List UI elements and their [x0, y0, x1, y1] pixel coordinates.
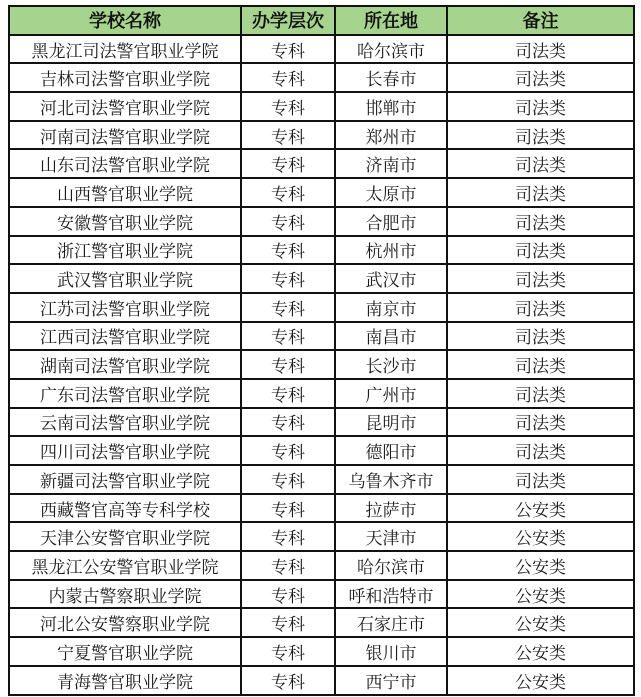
table-row — [9, 436, 634, 465]
cell-location: 哈尔滨市 — [335, 551, 447, 580]
header-row — [9, 6, 634, 35]
cell-education-level: 专科 — [241, 608, 335, 637]
cell-location: 南昌市 — [335, 322, 447, 351]
cell-remarks: 司法类 — [447, 264, 634, 293]
table-row — [9, 293, 634, 322]
cell-location: 武汉市 — [335, 264, 447, 293]
cell-remarks: 司法类 — [447, 178, 634, 207]
cell-education-level: 专科 — [241, 580, 335, 609]
cell-school-name: 安徽警官职业学院 — [9, 207, 241, 236]
cell-location: 天津市 — [335, 522, 447, 551]
cell-school-name: 河北司法警官职业学院 — [9, 92, 241, 121]
table-row — [9, 149, 634, 178]
cell-location: 合肥市 — [335, 207, 447, 236]
cell-remarks: 公安类 — [447, 494, 634, 523]
table-row — [9, 522, 634, 551]
cell-education-level: 专科 — [241, 465, 335, 494]
cell-school-name: 吉林司法警官职业学院 — [9, 63, 241, 92]
cell-remarks: 司法类 — [447, 350, 634, 379]
cell-location: 石家庄市 — [335, 608, 447, 637]
cell-remarks: 公安类 — [447, 608, 634, 637]
cell-remarks: 司法类 — [447, 35, 634, 64]
table-row — [9, 608, 634, 637]
cell-education-level: 专科 — [241, 379, 335, 408]
cell-location: 邯郸市 — [335, 92, 447, 121]
table-row — [9, 551, 634, 580]
cell-remarks: 公安类 — [447, 580, 634, 609]
cell-remarks: 司法类 — [447, 408, 634, 437]
cell-school-name: 黑龙江司法警官职业学院 — [9, 35, 241, 64]
cell-education-level: 专科 — [241, 293, 335, 322]
cell-school-name: 新疆司法警官职业学院 — [9, 465, 241, 494]
cell-school-name: 江苏司法警官职业学院 — [9, 293, 241, 322]
cell-education-level: 专科 — [241, 408, 335, 437]
cell-school-name: 天津公安警官职业学院 — [9, 522, 241, 551]
cell-school-name: 河北公安警察职业学院 — [9, 608, 241, 637]
cell-remarks: 公安类 — [447, 666, 634, 695]
cell-remarks: 司法类 — [447, 236, 634, 265]
cell-remarks: 司法类 — [447, 322, 634, 351]
cell-education-level: 专科 — [241, 350, 335, 379]
table-row — [9, 322, 634, 351]
cell-remarks: 公安类 — [447, 551, 634, 580]
cell-education-level: 专科 — [241, 207, 335, 236]
cell-location: 长春市 — [335, 63, 447, 92]
table-row — [9, 494, 634, 523]
col-header-remarks: 备注 — [447, 6, 634, 35]
schools-table — [8, 5, 635, 696]
cell-location: 乌鲁木齐市 — [335, 465, 447, 494]
cell-remarks: 司法类 — [447, 379, 634, 408]
table-row — [9, 637, 634, 666]
table-row — [9, 465, 634, 494]
cell-education-level: 专科 — [241, 92, 335, 121]
col-header-education-level: 办学层次 — [241, 6, 335, 35]
cell-school-name: 西藏警官高等专科学校 — [9, 494, 241, 523]
cell-location: 广州市 — [335, 379, 447, 408]
cell-education-level: 专科 — [241, 551, 335, 580]
table-row — [9, 178, 634, 207]
cell-school-name: 四川司法警官职业学院 — [9, 436, 241, 465]
cell-remarks: 司法类 — [447, 149, 634, 178]
table-row — [9, 408, 634, 437]
cell-location: 太原市 — [335, 178, 447, 207]
cell-education-level: 专科 — [241, 35, 335, 64]
cell-education-level: 专科 — [241, 264, 335, 293]
cell-remarks: 司法类 — [447, 207, 634, 236]
cell-school-name: 广东司法警官职业学院 — [9, 379, 241, 408]
table-row — [9, 35, 634, 64]
cell-location: 杭州市 — [335, 236, 447, 265]
table-row — [9, 121, 634, 150]
cell-location: 郑州市 — [335, 121, 447, 150]
cell-education-level: 专科 — [241, 322, 335, 351]
cell-school-name: 山西警官职业学院 — [9, 178, 241, 207]
cell-location: 哈尔滨市 — [335, 35, 447, 64]
table-row — [9, 666, 634, 695]
table-row — [9, 264, 634, 293]
table-row — [9, 580, 634, 609]
cell-school-name: 黑龙江公安警官职业学院 — [9, 551, 241, 580]
table-row — [9, 207, 634, 236]
cell-school-name: 湖南司法警官职业学院 — [9, 350, 241, 379]
cell-remarks: 公安类 — [447, 637, 634, 666]
cell-education-level: 专科 — [241, 494, 335, 523]
table-row — [9, 92, 634, 121]
cell-remarks: 司法类 — [447, 465, 634, 494]
cell-school-name: 内蒙古警察职业学院 — [9, 580, 241, 609]
cell-location: 拉萨市 — [335, 494, 447, 523]
table-row — [9, 379, 634, 408]
cell-location: 德阳市 — [335, 436, 447, 465]
cell-education-level: 专科 — [241, 436, 335, 465]
cell-location: 济南市 — [335, 149, 447, 178]
cell-remarks: 公安类 — [447, 522, 634, 551]
cell-remarks: 司法类 — [447, 92, 634, 121]
table-body — [9, 35, 634, 695]
cell-remarks: 司法类 — [447, 121, 634, 150]
cell-location: 西宁市 — [335, 666, 447, 695]
cell-school-name: 浙江警官职业学院 — [9, 236, 241, 265]
cell-education-level: 专科 — [241, 522, 335, 551]
col-header-location: 所在地 — [335, 6, 447, 35]
cell-remarks: 司法类 — [447, 436, 634, 465]
cell-education-level: 专科 — [241, 666, 335, 695]
cell-school-name: 河南司法警官职业学院 — [9, 121, 241, 150]
cell-remarks: 司法类 — [447, 293, 634, 322]
table-row — [9, 350, 634, 379]
cell-school-name: 青海警官职业学院 — [9, 666, 241, 695]
table-row — [9, 63, 634, 92]
cell-education-level: 专科 — [241, 149, 335, 178]
cell-school-name: 武汉警官职业学院 — [9, 264, 241, 293]
cell-school-name: 宁夏警官职业学院 — [9, 637, 241, 666]
cell-school-name: 山东司法警官职业学院 — [9, 149, 241, 178]
cell-school-name: 云南司法警官职业学院 — [9, 408, 241, 437]
cell-education-level: 专科 — [241, 178, 335, 207]
cell-school-name: 江西司法警官职业学院 — [9, 322, 241, 351]
cell-location: 南京市 — [335, 293, 447, 322]
col-header-school-name: 学校名称 — [9, 6, 241, 35]
cell-education-level: 专科 — [241, 236, 335, 265]
cell-education-level: 专科 — [241, 637, 335, 666]
table-row — [9, 236, 634, 265]
cell-location: 银川市 — [335, 637, 447, 666]
cell-location: 呼和浩特市 — [335, 580, 447, 609]
cell-location: 昆明市 — [335, 408, 447, 437]
cell-education-level: 专科 — [241, 121, 335, 150]
cell-location: 长沙市 — [335, 350, 447, 379]
cell-remarks: 司法类 — [447, 63, 634, 92]
cell-education-level: 专科 — [241, 63, 335, 92]
